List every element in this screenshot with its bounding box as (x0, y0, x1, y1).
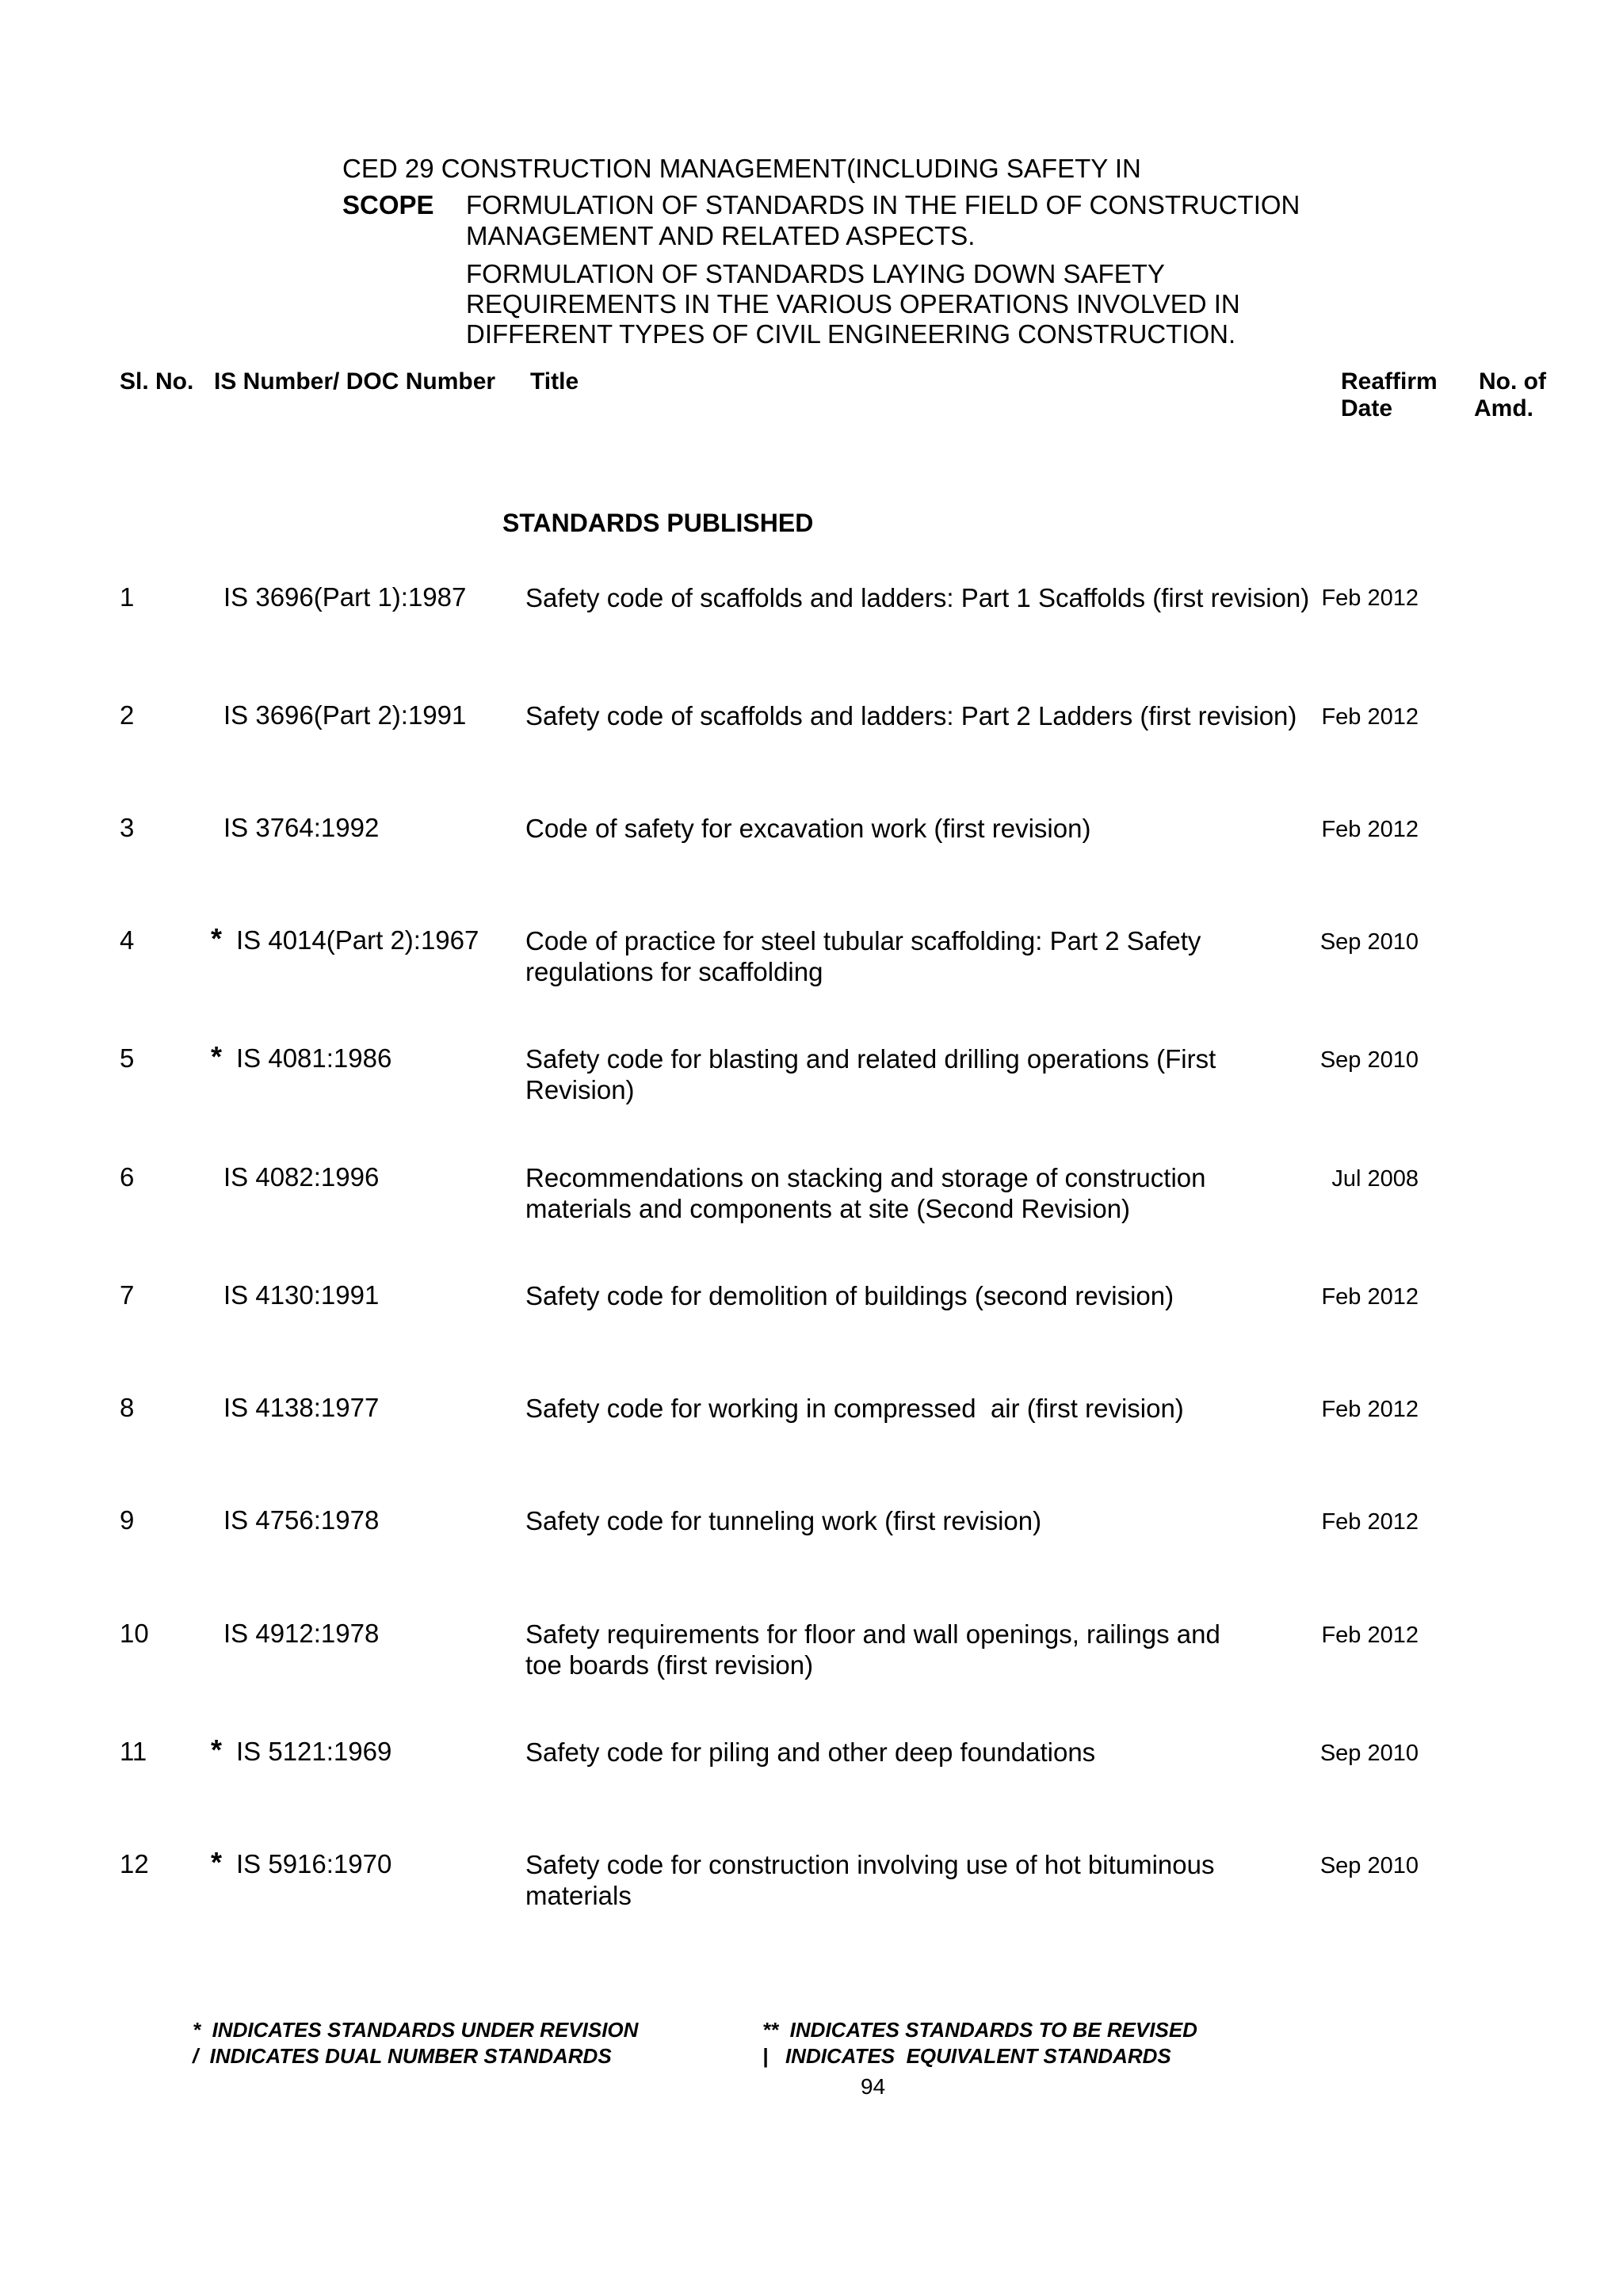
row-is-number: IS 4130:1991 (223, 1280, 380, 1310)
row-title: Recommendations on stacking and storage of construction materials and components at site (Second Revision) (525, 1163, 1206, 1223)
row-sl-no: 10 (120, 1619, 149, 1648)
page-number: 94 (861, 2074, 886, 2099)
row-reaffirm-date: Sep 2010 (1319, 1853, 1419, 1878)
scope-line-4: REQUIREMENTS IN THE VARIOUS OPERATIONS INVOLVED IN (466, 289, 1240, 318)
row-sl-no: 6 (120, 1162, 135, 1192)
column-header-no-of: No. of (1479, 368, 1546, 395)
row-reaffirm-date: Sep 2010 (1319, 1741, 1419, 1766)
row-reaffirm-date: Feb 2012 (1321, 1397, 1419, 1422)
row-is-number: IS 5916:1970 (236, 1849, 392, 1878)
row-title: Code of practice for steel tubular scaffolding: Part 2 Safety regulations for scaffolding (525, 926, 1201, 986)
row-sl-no: 1 (120, 582, 135, 612)
row-sl-no: 9 (120, 1505, 135, 1535)
row-reaffirm-date: Sep 2010 (1319, 929, 1419, 955)
row-title: Safety code for tunneling work (first revision) (525, 1506, 1042, 1535)
row-is-number: IS 3696(Part 1):1987 (223, 582, 467, 612)
row-reaffirm-date: Sep 2010 (1319, 1047, 1419, 1073)
row-reaffirm-date: Feb 2012 (1321, 1509, 1419, 1535)
row-sl-no: 7 (120, 1280, 135, 1310)
row-is-number: IS 3696(Part 2):1991 (223, 700, 467, 730)
row-sl-no: 5 (120, 1043, 135, 1073)
scope-line-1: FORMULATION OF STANDARDS IN THE FIELD OF CONSTRUCTION (466, 190, 1300, 219)
row-sl-no: 4 (120, 925, 135, 955)
under-revision-marker: * (211, 1733, 223, 1766)
row-reaffirm-date: Feb 2012 (1321, 704, 1419, 730)
row-is-number: IS 5121:1969 (236, 1737, 392, 1766)
legend-to-be-revised: ** INDICATES STANDARDS TO BE REVISED (762, 2018, 1197, 2042)
row-title: Safety code for demolition of buildings (second revision) (525, 1281, 1174, 1310)
legend-dual-number: / INDICATES DUAL NUMBER STANDARDS (193, 2044, 612, 2068)
column-header-sl-no: Sl. No. (120, 368, 194, 395)
row-sl-no: 3 (120, 813, 135, 842)
scope-line-2: MANAGEMENT AND RELATED ASPECTS. (466, 221, 976, 250)
row-sl-no: 12 (120, 1849, 149, 1878)
row-is-number: IS 4081:1986 (236, 1043, 392, 1073)
row-title: Safety code of scaffolds and ladders: Part 1 Scaffolds (first revision) (525, 583, 1310, 612)
legend-under-revision: * INDICATES STANDARDS UNDER REVISION (193, 2018, 639, 2042)
row-sl-no: 11 (120, 1737, 147, 1766)
scope-line-3: FORMULATION OF STANDARDS LAYING DOWN SAFETY (466, 259, 1165, 288)
section-title: STANDARDS PUBLISHED (502, 509, 814, 537)
scope-label: SCOPE (342, 190, 434, 219)
scope-line-5: DIFFERENT TYPES OF CIVIL ENGINEERING CONSTRUCTION. (466, 319, 1236, 349)
under-revision-marker: * (211, 1040, 223, 1073)
column-header-title: Title (530, 368, 579, 395)
legend-equivalent: | INDICATES EQUIVALENT STANDARDS (762, 2044, 1171, 2068)
row-title: Safety code for piling and other deep foundations (525, 1737, 1096, 1767)
row-sl-no: 8 (120, 1393, 135, 1422)
under-revision-marker: * (211, 922, 223, 955)
row-title: Safety code for blasting and related drilling operations (First Revision) (525, 1044, 1216, 1104)
row-is-number: IS 4138:1977 (223, 1393, 380, 1422)
row-reaffirm-date: Feb 2012 (1321, 1284, 1419, 1310)
row-reaffirm-date: Feb 2012 (1321, 585, 1419, 611)
row-is-number: IS 4082:1996 (223, 1162, 380, 1192)
under-revision-marker: * (211, 1846, 223, 1878)
row-title: Safety requirements for floor and wall openings, railings and toe boards (first revision) (525, 1619, 1220, 1680)
row-title: Safety code for construction involving use of hot bituminous materials (525, 1850, 1215, 1910)
row-title: Safety code of scaffolds and ladders: Part 2 Ladders (first revision) (525, 701, 1297, 730)
row-reaffirm-date: Jul 2008 (1331, 1166, 1419, 1192)
row-reaffirm-date: Feb 2012 (1321, 817, 1419, 842)
row-is-number: IS 3764:1992 (223, 813, 380, 842)
row-title: Code of safety for excavation work (first revision) (525, 814, 1091, 843)
row-title: Safety code for working in compressed air (first revision) (525, 1394, 1184, 1423)
row-reaffirm-date: Feb 2012 (1321, 1623, 1419, 1648)
column-header-reaffirm: Reaffirm (1341, 368, 1438, 395)
column-header-is-number: IS Number/ DOC Number (214, 368, 496, 395)
column-header-amd: Amd. (1474, 395, 1533, 421)
committee-title: CED 29 CONSTRUCTION MANAGEMENT(INCLUDING SAFETY IN (342, 154, 1141, 183)
row-is-number: IS 4014(Part 2):1967 (236, 925, 479, 955)
row-is-number: IS 4756:1978 (223, 1505, 380, 1535)
column-header-reaffirm-date: Date (1341, 395, 1393, 421)
row-is-number: IS 4912:1978 (223, 1619, 380, 1648)
row-sl-no: 2 (120, 700, 135, 730)
